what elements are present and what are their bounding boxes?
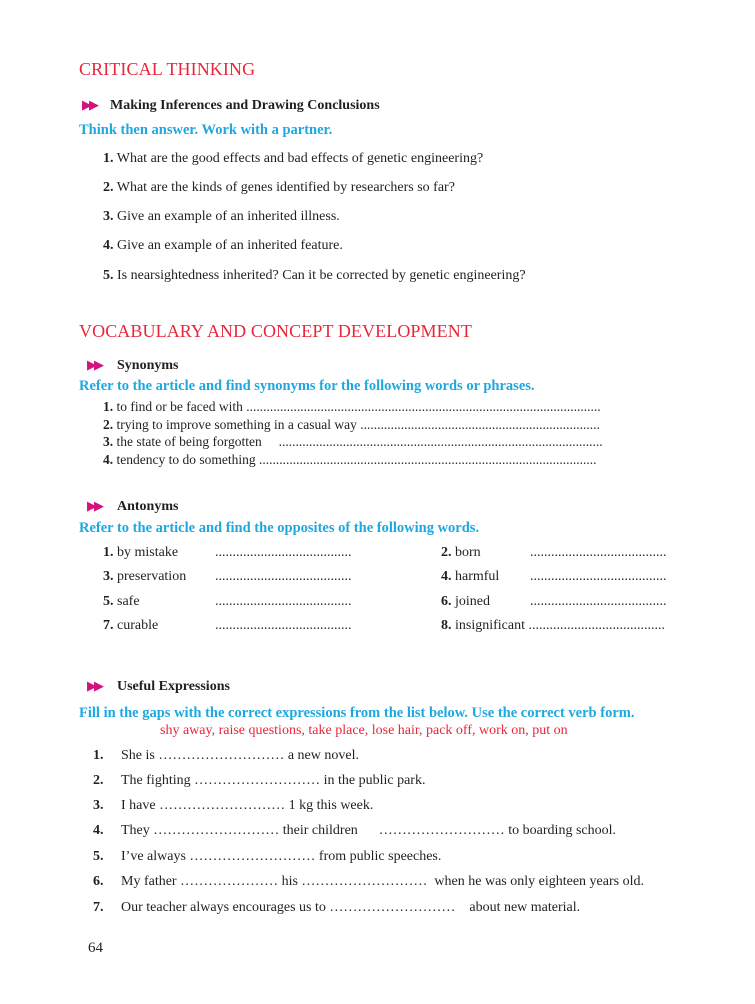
item-number: 5. [93, 849, 104, 864]
antonym-item [103, 569, 186, 585]
question-item [103, 238, 343, 254]
item-word: safe [117, 594, 140, 609]
item-text: trying to improve something in a casual way ....................................................................... [116, 417, 600, 432]
antonym-item [103, 545, 178, 561]
item-number: 2. [441, 545, 452, 560]
exercise-item [93, 773, 425, 789]
item-text: My father ………………… his ……………………… when he was only eighteen years old. [121, 874, 644, 889]
subsection-title: Antonyms [117, 499, 179, 514]
item-number: 5. [103, 594, 114, 609]
item-word: preservation [117, 569, 187, 584]
question-item [103, 151, 483, 167]
section-title-critical-thinking: CRITICAL THINKING [79, 59, 256, 79]
item-number: 3. [103, 434, 114, 449]
subsection-useful-expressions [87, 677, 230, 695]
item-number: 7. [103, 618, 114, 633]
double-arrow-icon: ▶▶ [87, 357, 101, 372]
exercise-item [93, 874, 644, 890]
exercise-item [93, 798, 373, 814]
item-number: 1. [93, 748, 104, 763]
instruction-useful-expressions: Fill in the gaps with the correct expressions from the list below. Use the correct verb form. [79, 705, 635, 721]
item-text: Our teacher always encourages us to ……………………… about new material. [121, 900, 581, 915]
item-text: tendency to do something .................................................................................................... [116, 452, 597, 467]
answer-blank: ....................................... [215, 569, 352, 584]
question-number: 4. [103, 238, 114, 253]
item-number: 8. [441, 618, 452, 633]
question-item [103, 209, 340, 225]
item-text: The fighting ……………………… in the public park. [121, 773, 426, 788]
item-number: 4. [441, 569, 452, 584]
question-text: Is nearsightedness inherited? Can it be corrected by genetic engineering? [117, 268, 526, 283]
subsection-title: Making Inferences and Drawing Conclusions [110, 98, 380, 113]
answer-blank: ....................................... [215, 545, 352, 560]
item-number: 6. [93, 874, 104, 889]
instruction-antonyms: Refer to the article and find the opposites of the following words. [79, 520, 480, 536]
answer-blank: ....................................... [530, 545, 667, 560]
item-number: 6. [441, 594, 452, 609]
answer-blank: ....................................... [530, 594, 667, 609]
item-number: 1. [103, 545, 114, 560]
instruction-synonyms: Refer to the article and find synonyms for the following words or phrases. [79, 378, 535, 394]
antonym-item [441, 545, 481, 561]
antonym-item [441, 594, 490, 610]
item-number: 2. [93, 773, 104, 788]
question-text: Give an example of an inherited feature. [117, 238, 343, 253]
exercise-item [93, 900, 580, 916]
question-item [103, 268, 526, 284]
question-number: 2. [103, 180, 114, 195]
item-word: born [455, 545, 481, 560]
item-number: 4. [103, 452, 114, 467]
page-number: 64 [88, 940, 103, 956]
subsection-inferences [82, 96, 380, 114]
item-number: 1. [103, 399, 114, 414]
subsection-antonyms [87, 497, 178, 515]
item-number: 4. [93, 823, 104, 838]
item-text: They ……………………… their children ……………………… to boarding school. [121, 823, 616, 838]
subsection-title: Synonyms [117, 358, 179, 373]
item-text: She is ……………………… a new novel. [121, 748, 359, 763]
question-number: 1. [103, 151, 114, 166]
double-arrow-icon: ▶▶ [87, 678, 101, 693]
synonym-item [103, 434, 603, 450]
subsection-synonyms [87, 356, 178, 374]
antonym-item [441, 569, 499, 585]
item-text: I’ve always ……………………… from public speeches. [121, 849, 442, 864]
item-word: joined [455, 594, 490, 609]
question-text: What are the good effects and bad effects of genetic engineering? [116, 151, 484, 166]
question-text: Give an example of an inherited illness. [117, 209, 340, 224]
item-number: 3. [93, 798, 104, 813]
item-word: insignificant [455, 618, 525, 633]
section-title-vocabulary: VOCABULARY AND CONCEPT DEVELOPMENT [79, 321, 472, 341]
item-number: 7. [93, 900, 104, 915]
antonym-item [103, 594, 140, 610]
antonym-item [441, 618, 665, 634]
subsection-title: Useful Expressions [117, 679, 230, 694]
item-word: curable [117, 618, 159, 633]
answer-blank: ....................................... [215, 594, 352, 609]
double-arrow-icon: ▶▶ [82, 97, 96, 112]
exercise-item [93, 823, 616, 839]
item-text: to find or be faced with ......................................................................................................... [116, 399, 601, 414]
answer-blank: ....................................... [528, 618, 665, 633]
instruction-critical: Think then answer. Work with a partner. [79, 122, 333, 138]
exercise-item [93, 748, 359, 764]
answer-blank: ....................................... [215, 618, 352, 633]
synonym-item [103, 417, 600, 433]
item-text: I have ……………………… 1 kg this week. [121, 798, 374, 813]
question-number: 5. [103, 268, 114, 283]
expression-word-list: shy away, raise questions, take place, lose hair, pack off, work on, put on [160, 723, 568, 738]
item-number: 2. [103, 417, 114, 432]
item-number: 3. [103, 569, 114, 584]
synonym-item [103, 399, 601, 415]
question-text: What are the kinds of genes identified by researchers so far? [116, 180, 455, 195]
item-text: the state of being forgotten ................................................................................................ [116, 434, 603, 449]
item-word: by mistake [117, 545, 179, 560]
synonym-item [103, 452, 596, 468]
item-word: harmful [455, 569, 500, 584]
exercise-item [93, 849, 441, 865]
antonym-item [103, 618, 158, 634]
double-arrow-icon: ▶▶ [87, 498, 101, 513]
question-item [103, 180, 455, 196]
answer-blank: ....................................... [530, 569, 667, 584]
question-number: 3. [103, 209, 114, 224]
